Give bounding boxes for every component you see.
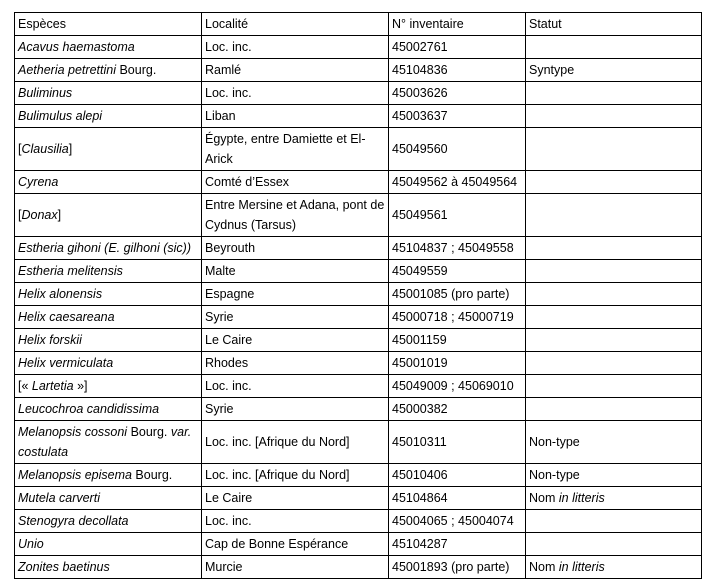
italic-text: Mutela carverti (18, 491, 100, 505)
cell-inventory: 45001019 (389, 352, 526, 375)
cell-species (15, 59, 202, 82)
cell-locality: Ramlé (202, 59, 389, 82)
cell-species (15, 105, 202, 128)
italic-text: Acavus haemastoma (18, 40, 135, 54)
text-segment: Syntype (529, 63, 575, 77)
cell-status (526, 260, 702, 283)
italic-text: in litteris (558, 491, 605, 505)
cell-locality: Espagne (202, 283, 389, 306)
cell-status (526, 421, 702, 464)
cell-locality: Loc. inc. (202, 510, 389, 533)
text-segment: ] (57, 208, 62, 222)
cell-inventory: 45010311 (389, 421, 526, 464)
cell-inventory: 45001893 (pro parte) (389, 556, 526, 579)
cell-locality: Loc. inc. [Afrique du Nord] (202, 421, 389, 464)
cell-inventory: 45049560 (389, 128, 526, 171)
cell-inventory: 45049561 (389, 194, 526, 237)
cell-locality: Le Caire (202, 329, 389, 352)
italic-text: Unio (18, 537, 44, 551)
cell-inventory: 45104864 (389, 487, 526, 510)
cell-status (526, 82, 702, 105)
cell-status (526, 556, 702, 579)
table-row (15, 510, 702, 533)
cell-species (15, 464, 202, 487)
cell-species (15, 510, 202, 533)
italic-text: Melanopsis cossoni (18, 425, 128, 439)
cell-species (15, 375, 202, 398)
cell-inventory: 45001159 (389, 329, 526, 352)
table-row (15, 237, 702, 260)
cell-species (15, 533, 202, 556)
table-row (15, 59, 702, 82)
text-segment: »] (73, 379, 88, 393)
cell-inventory: 45104287 (389, 533, 526, 556)
cell-status (526, 283, 702, 306)
species-inventory-table (14, 12, 702, 579)
cell-locality: Le Caire (202, 487, 389, 510)
cell-status (526, 171, 702, 194)
table-row (15, 533, 702, 556)
text-segment: ] (68, 142, 73, 156)
table-row (15, 105, 702, 128)
cell-locality: Syrie (202, 398, 389, 421)
table-row (15, 283, 702, 306)
text-segment: [« (18, 379, 32, 393)
cell-species (15, 260, 202, 283)
table-row (15, 421, 702, 464)
text-segment: Bourg. (131, 468, 173, 482)
cell-species (15, 194, 202, 237)
italic-text: Cyrena (18, 175, 59, 189)
cell-species (15, 306, 202, 329)
header-inventory: N° inventaire (389, 13, 526, 36)
cell-species (15, 487, 202, 510)
italic-text: Stenogyra decollata (18, 514, 129, 528)
table-row (15, 398, 702, 421)
cell-locality: Syrie (202, 306, 389, 329)
table-row (15, 306, 702, 329)
italic-text: Aetheria petrettini (18, 63, 116, 77)
table-row (15, 375, 702, 398)
cell-locality: Égypte, entre Damiette et El-Arick (202, 128, 389, 171)
cell-status (526, 105, 702, 128)
text-segment: Nom (529, 560, 559, 574)
text-segment: Non-type (529, 468, 580, 482)
header-locality: Localité (202, 13, 389, 36)
cell-status (526, 194, 702, 237)
table-row (15, 194, 702, 237)
italic-text: Melanopsis episema (18, 468, 132, 482)
header-status: Statut (526, 13, 702, 36)
cell-inventory: 45003637 (389, 105, 526, 128)
cell-inventory: 45010406 (389, 464, 526, 487)
cell-inventory: 45003626 (389, 82, 526, 105)
cell-status (526, 464, 702, 487)
table-row (15, 352, 702, 375)
cell-locality: Loc. inc. [Afrique du Nord] (202, 464, 389, 487)
cell-locality: Loc. inc. (202, 375, 389, 398)
table-row (15, 487, 702, 510)
cell-species (15, 237, 202, 260)
cell-locality: Malte (202, 260, 389, 283)
cell-locality: Murcie (202, 556, 389, 579)
cell-locality: Comté d’Essex (202, 171, 389, 194)
cell-status (526, 510, 702, 533)
cell-inventory: 45049009 ; 45069010 (389, 375, 526, 398)
cell-status (526, 59, 702, 82)
italic-text: Helix caesareana (18, 310, 115, 324)
table-row (15, 556, 702, 579)
table-row (15, 82, 702, 105)
italic-text: Leucochroa candidissima (18, 402, 160, 416)
cell-inventory: 45002761 (389, 36, 526, 59)
cell-species (15, 556, 202, 579)
cell-locality: Rhodes (202, 352, 389, 375)
header-species: Espèces (15, 13, 202, 36)
text-segment: Nom (529, 491, 559, 505)
cell-status (526, 329, 702, 352)
cell-locality: Liban (202, 105, 389, 128)
italic-text: Donax (21, 208, 58, 222)
cell-species (15, 128, 202, 171)
cell-status (526, 306, 702, 329)
table-row (15, 329, 702, 352)
italic-text: Helix vermiculata (18, 356, 114, 370)
cell-species (15, 82, 202, 105)
table-row (15, 260, 702, 283)
cell-status (526, 487, 702, 510)
cell-status (526, 533, 702, 556)
cell-inventory: 45004065 ; 45004074 (389, 510, 526, 533)
cell-inventory: 45104837 ; 45049558 (389, 237, 526, 260)
italic-text: Zonites baetinus (18, 560, 110, 574)
cell-status (526, 36, 702, 59)
cell-species (15, 171, 202, 194)
text-segment: Bourg. (127, 425, 171, 439)
cell-status (526, 352, 702, 375)
text-segment: Bourg. (115, 63, 157, 77)
cell-locality: Loc. inc. (202, 36, 389, 59)
text-segment: [ (18, 142, 22, 156)
cell-locality: Cap de Bonne Espérance (202, 533, 389, 556)
cell-inventory: 45000718 ; 45000719 (389, 306, 526, 329)
cell-status (526, 375, 702, 398)
italic-text: Helix forskii (18, 333, 82, 347)
cell-species (15, 352, 202, 375)
cell-locality: Entre Mersine et Adana, pont de Cydnus (Tarsus) (202, 194, 389, 237)
cell-inventory: 45049562 à 45049564 (389, 171, 526, 194)
cell-species (15, 421, 202, 464)
cell-inventory: 45104836 (389, 59, 526, 82)
table-row (15, 171, 702, 194)
text-segment: Non-type (529, 435, 580, 449)
italic-text: Estheria melitensis (18, 264, 123, 278)
table-row (15, 36, 702, 59)
italic-text: Estheria gihoni (E. gilhoni (sic)) (18, 241, 191, 255)
text-segment: [ (18, 208, 22, 222)
cell-status (526, 237, 702, 260)
italic-text: Helix alonensis (18, 287, 103, 301)
italic-text: in litteris (558, 560, 605, 574)
table-row (15, 464, 702, 487)
italic-text: Buliminus (18, 86, 73, 100)
cell-inventory: 45049559 (389, 260, 526, 283)
italic-text: Bulimulus alepi (18, 109, 103, 123)
cell-locality: Beyrouth (202, 237, 389, 260)
table-body (15, 36, 702, 579)
cell-species (15, 329, 202, 352)
cell-inventory: 45000382 (389, 398, 526, 421)
cell-status (526, 398, 702, 421)
cell-species (15, 398, 202, 421)
italic-text: Clausilia (21, 142, 69, 156)
cell-species (15, 283, 202, 306)
cell-inventory: 45001085 (pro parte) (389, 283, 526, 306)
table-row (15, 128, 702, 171)
italic-text: var. costulata (18, 425, 192, 459)
cell-locality: Loc. inc. (202, 82, 389, 105)
cell-species (15, 36, 202, 59)
cell-status (526, 128, 702, 171)
header-row (15, 13, 702, 36)
italic-text: Lartetia (31, 379, 74, 393)
